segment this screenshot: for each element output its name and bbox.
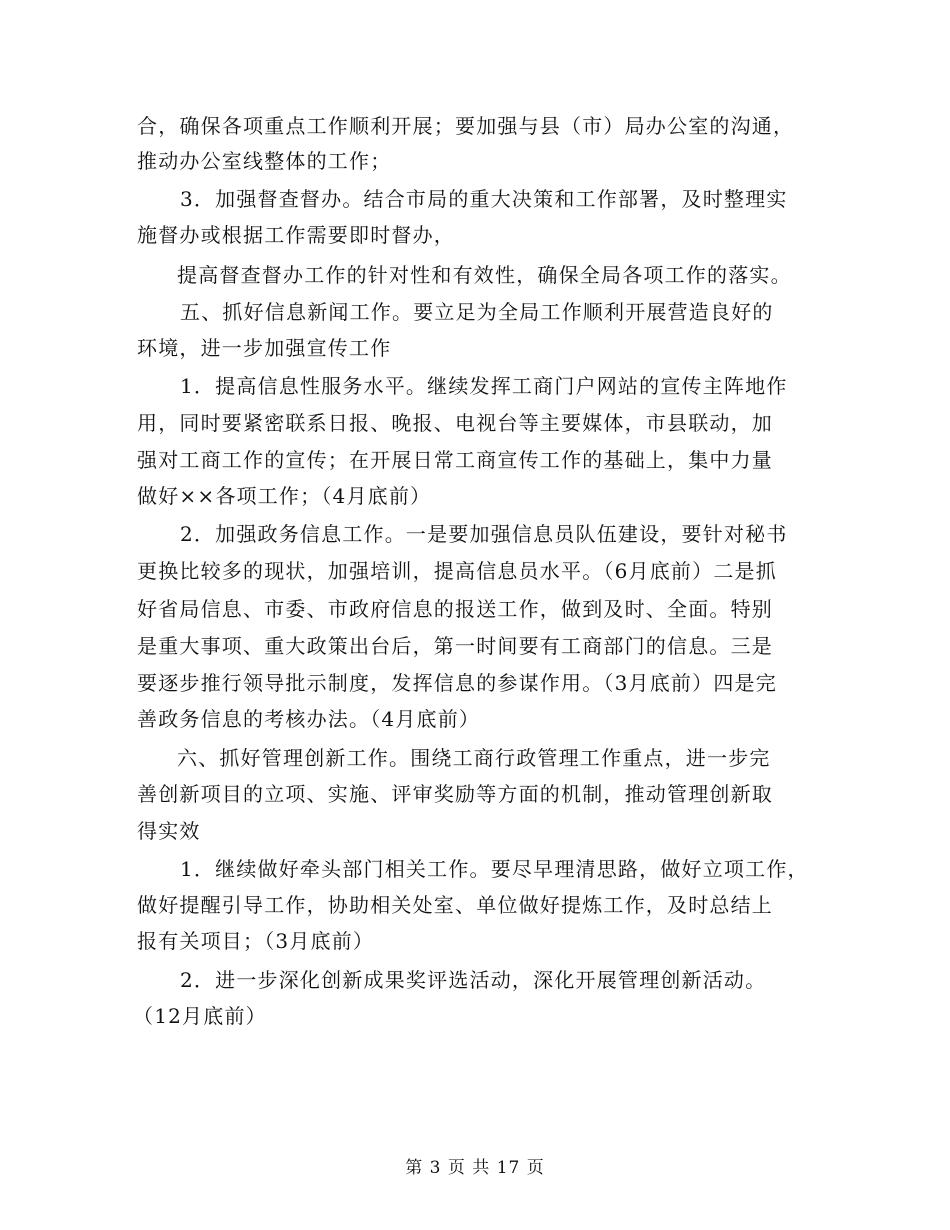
text-line: 强对工商工作的宣传；在开展日常工商宣传工作的基础上，集中力量 (137, 448, 773, 472)
text-line: 2．加强政务信息工作。一是要加强信息员队伍建设，要针对秘书 (180, 522, 788, 546)
text-line: 更换比较多的现状，加强培训，提高信息员水平。（6月底前）二是抓 (137, 559, 777, 583)
text-line: 做好提醒引导工作，协助相关处室、单位做好提炼工作，及时总结上 (137, 893, 773, 917)
text-line: 报有关项目；（3月底前） (137, 929, 375, 953)
text-line: 1．提高信息性服务水平。继续发挥工商门户网站的宣传主阵地作 (180, 374, 788, 398)
text-line: 六、抓好管理创新工作。围绕工商行政管理工作重点，进一步完 (177, 746, 771, 770)
text-line: 3．加强督查督办。结合市局的重大决策和工作部署，及时整理实 (180, 187, 788, 211)
text-line: 善政务信息的考核办法。（4月底前） (137, 707, 481, 731)
text-line: 提高督查督办工作的针对性和有效性，确保全局各项工作的落实。 (177, 263, 792, 287)
text-line: 1．继续做好牵头部门相关工作。要尽早理清思路，做好立项工作， (180, 857, 809, 881)
text-line: 施督办或根据工作需要即时督办， (137, 223, 455, 247)
page-number-footer: 第 3 页 共 17 页 (405, 1158, 545, 1178)
text-line: 用，同时要紧密联系日报、晚报、电视台等主要媒体，市县联动，加 (137, 411, 773, 435)
text-line: 要逐步推行领导批示制度，发挥信息的参谋作用。（3月底前）四是完 (137, 671, 777, 695)
text-line: 合，确保各项重点工作顺利开展；要加强与县（市）局办公室的沟通， (137, 114, 795, 138)
text-line: 推动办公室线整体的工作； (137, 149, 392, 173)
text-line: 是重大事项、重大政策出台后，第一时间要有工商部门的信息。三是 (137, 634, 773, 658)
text-line: 环境，进一步加强宣传工作 (137, 336, 392, 360)
text-line: 2．进一步深化创新成果奖评选活动，深化开展管理创新活动。 (180, 968, 767, 992)
text-line: 善创新项目的立项、实施、评审奖励等方面的机制，推动管理创新取 (137, 782, 773, 806)
text-line: 好省局信息、市委、市政府信息的报送工作，做到及时、全面。特别 (137, 597, 773, 621)
text-line: 五、抓好信息新闻工作。要立足为全局工作顺利开展营造良好的 (180, 300, 774, 324)
text-line: 做好××各项工作；（4月底前） (137, 484, 432, 508)
text-line: 得实效 (137, 819, 201, 843)
text-line: （12月底前） (133, 1004, 267, 1028)
